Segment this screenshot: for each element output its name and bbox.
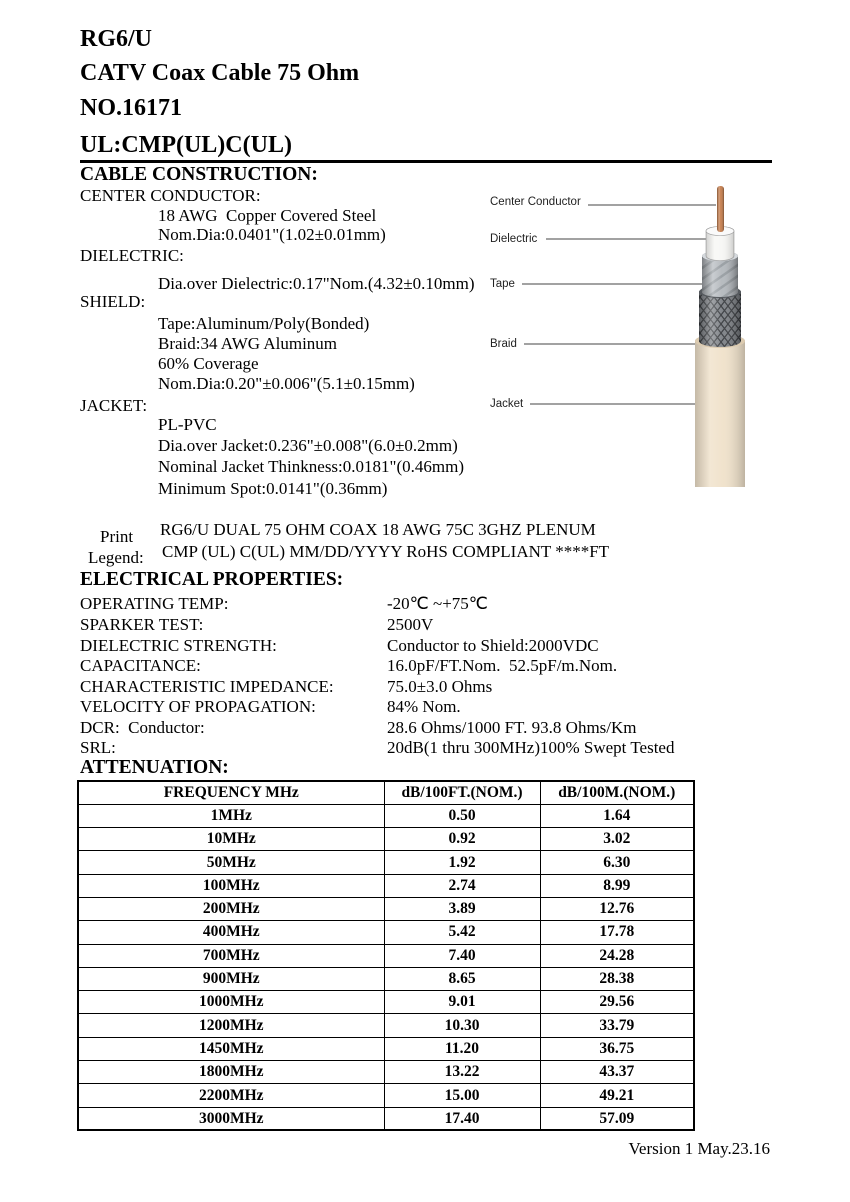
attenuation-row — [78, 828, 694, 851]
property-label: SRL: — [80, 738, 116, 757]
attenuation-cell-db-per-100ft: 2.74 — [384, 874, 540, 897]
attenuation-row — [78, 991, 694, 1014]
attenuation-row — [78, 1061, 694, 1084]
attenuation-cell-frequency: 50MHz — [78, 851, 384, 874]
diagram-label-tape: Tape — [490, 278, 515, 290]
dielectric-spec: Dia.over Dielectric:0.17"Nom.(4.32±0.10mm) — [158, 274, 475, 293]
attenuation-cell-frequency: 1000MHz — [78, 991, 384, 1014]
print-legend-label: Legend: — [88, 548, 144, 567]
attenuation-cell-db-per-100ft: 11.20 — [384, 1037, 540, 1060]
shield-spec: 60% Coverage — [158, 354, 259, 373]
attenuation-cell-db-per-100ft: 9.01 — [384, 991, 540, 1014]
property-label: OPERATING TEMP: — [80, 594, 229, 613]
dielectric-label: DIELECTRIC: — [80, 246, 184, 265]
diagram-label-center-conductor: Center Conductor — [490, 196, 581, 208]
attenuation-cell-frequency: 1200MHz — [78, 1014, 384, 1037]
attenuation-row — [78, 1107, 694, 1130]
property-value: Conductor to Shield:2000VDC — [387, 636, 599, 655]
attenuation-header-row — [78, 781, 694, 804]
shield-spec: Tape:Aluminum/Poly(Bonded) — [158, 314, 370, 333]
product-model: RG6/U — [80, 26, 152, 52]
attenuation-cell-frequency: 3000MHz — [78, 1107, 384, 1130]
jacket-shading — [695, 334, 745, 487]
attenuation-cell-frequency: 100MHz — [78, 874, 384, 897]
electrical-properties-title: ELECTRICAL PROPERTIES: — [80, 569, 344, 590]
attenuation-cell-frequency: 1450MHz — [78, 1037, 384, 1060]
attenuation-row — [78, 1037, 694, 1060]
product-number: NO.16171 — [80, 95, 182, 121]
attenuation-row — [78, 1014, 694, 1037]
attenuation-cell-db-per-100ft: 5.42 — [384, 921, 540, 944]
shield-label: SHIELD: — [80, 292, 146, 311]
attenuation-cell-db-per-100ft: 8.65 — [384, 967, 540, 990]
attenuation-cell-db-per-100m: 33.79 — [540, 1014, 694, 1037]
attenuation-cell-db-per-100ft: 0.50 — [384, 804, 540, 827]
jacket-spec: Nominal Jacket Thinkness:0.0181"(0.46mm) — [158, 457, 464, 476]
property-label: CAPACITANCE: — [80, 656, 201, 675]
attenuation-cell-db-per-100ft: 7.40 — [384, 944, 540, 967]
jacket-spec: Minimum Spot:0.0141"(0.36mm) — [158, 479, 388, 498]
jacket-spec: PL-PVC — [158, 415, 217, 434]
print-legend-text: RG6/U DUAL 75 OHM COAX 18 AWG 75C 3GHZ PLENUM — [160, 520, 596, 539]
jacket-label: JACKET: — [80, 396, 148, 415]
attenuation-cell-db-per-100m: 8.99 — [540, 874, 694, 897]
property-label: CHARACTERISTIC IMPEDANCE: — [80, 677, 334, 696]
property-label: SPARKER TEST: — [80, 615, 204, 634]
ul-rating: UL:CMP(UL)C(UL) — [80, 132, 292, 158]
attenuation-table — [77, 780, 695, 1131]
attenuation-cell-frequency: 700MHz — [78, 944, 384, 967]
attenuation-cell-frequency: 400MHz — [78, 921, 384, 944]
attenuation-cell-db-per-100m: 17.78 — [540, 921, 694, 944]
column-header-db-per-100m: dB/100M.(NOM.) — [540, 781, 694, 804]
attenuation-cell-frequency: 1MHz — [78, 804, 384, 827]
attenuation-cell-db-per-100ft: 0.92 — [384, 828, 540, 851]
property-value: 75.0±3.0 Ohms — [387, 677, 493, 696]
attenuation-cell-db-per-100m: 24.28 — [540, 944, 694, 967]
attenuation-row — [78, 874, 694, 897]
property-value: 28.6 Ohms/1000 FT. 93.8 Ohms/Km — [387, 718, 637, 737]
attenuation-cell-db-per-100m: 43.37 — [540, 1061, 694, 1084]
diagram-label-braid: Braid — [490, 338, 517, 350]
attenuation-row — [78, 851, 694, 874]
print-legend-text: CMP (UL) C(UL) MM/DD/YYYY RoHS COMPLIANT ****FT — [162, 542, 610, 561]
column-header-frequency: FREQUENCY MHz — [78, 781, 384, 804]
attenuation-cell-db-per-100ft: 10.30 — [384, 1014, 540, 1037]
property-value: -20℃ ~+75℃ — [387, 594, 488, 613]
attenuation-cell-db-per-100m: 28.38 — [540, 967, 694, 990]
attenuation-cell-db-per-100ft: 15.00 — [384, 1084, 540, 1107]
attenuation-cell-frequency: 10MHz — [78, 828, 384, 851]
property-value: 84% Nom. — [387, 697, 461, 716]
attenuation-cell-frequency: 200MHz — [78, 897, 384, 920]
shield-spec: Nom.Dia:0.20"±0.006"(5.1±0.15mm) — [158, 374, 415, 393]
attenuation-cell-db-per-100m: 1.64 — [540, 804, 694, 827]
attenuation-cell-db-per-100m: 57.09 — [540, 1107, 694, 1130]
center-conductor-spec: Nom.Dia:0.0401"(1.02±0.01mm) — [158, 225, 386, 244]
attenuation-row — [78, 921, 694, 944]
attenuation-body — [78, 804, 694, 1130]
attenuation-cell-db-per-100m: 6.30 — [540, 851, 694, 874]
attenuation-cell-db-per-100m: 36.75 — [540, 1037, 694, 1060]
attenuation-row — [78, 967, 694, 990]
property-value: 16.0pF/FT.Nom. 52.5pF/m.Nom. — [387, 656, 618, 675]
attenuation-cell-frequency: 2200MHz — [78, 1084, 384, 1107]
product-description: CATV Coax Cable 75 Ohm — [80, 60, 360, 86]
attenuation-cell-db-per-100m: 3.02 — [540, 828, 694, 851]
header-rule — [80, 160, 772, 163]
attenuation-row — [78, 1084, 694, 1107]
attenuation-cell-frequency: 900MHz — [78, 967, 384, 990]
attenuation-cell-db-per-100m: 29.56 — [540, 991, 694, 1014]
document-version: Version 1 May.23.16 — [628, 1139, 770, 1158]
property-value: 20dB(1 thru 300MHz)100% Swept Tested — [387, 738, 675, 757]
column-header-db-per-100ft: dB/100FT.(NOM.) — [384, 781, 540, 804]
attenuation-title: ATTENUATION: — [80, 757, 229, 778]
property-value: 2500V — [387, 615, 434, 634]
property-label: DCR: Conductor: — [80, 718, 205, 737]
attenuation-cell-frequency: 1800MHz — [78, 1061, 384, 1084]
attenuation-cell-db-per-100m: 12.76 — [540, 897, 694, 920]
attenuation-row — [78, 897, 694, 920]
property-label: DIELECTRIC STRENGTH: — [80, 636, 277, 655]
attenuation-cell-db-per-100ft: 17.40 — [384, 1107, 540, 1130]
print-legend-label: Print — [100, 527, 134, 546]
attenuation-cell-db-per-100m: 49.21 — [540, 1084, 694, 1107]
cable-diagram — [480, 175, 770, 495]
attenuation-row — [78, 944, 694, 967]
cable-construction-title: CABLE CONSTRUCTION: — [80, 164, 318, 185]
property-label: VELOCITY OF PROPAGATION: — [80, 697, 316, 716]
center-conductor-shading — [717, 186, 724, 232]
attenuation-row — [78, 804, 694, 827]
diagram-label-jacket: Jacket — [490, 398, 524, 410]
attenuation-cell-db-per-100ft: 1.92 — [384, 851, 540, 874]
diagram-label-dielectric: Dielectric — [490, 233, 538, 245]
attenuation-cell-db-per-100ft: 3.89 — [384, 897, 540, 920]
shield-spec: Braid:34 AWG Aluminum — [158, 334, 338, 353]
attenuation-cell-db-per-100ft: 13.22 — [384, 1061, 540, 1084]
center-conductor-spec: 18 AWG Copper Covered Steel — [158, 206, 377, 225]
center-conductor-label: CENTER CONDUCTOR: — [80, 186, 261, 205]
jacket-spec: Dia.over Jacket:0.236"±0.008"(6.0±0.2mm) — [158, 436, 458, 455]
